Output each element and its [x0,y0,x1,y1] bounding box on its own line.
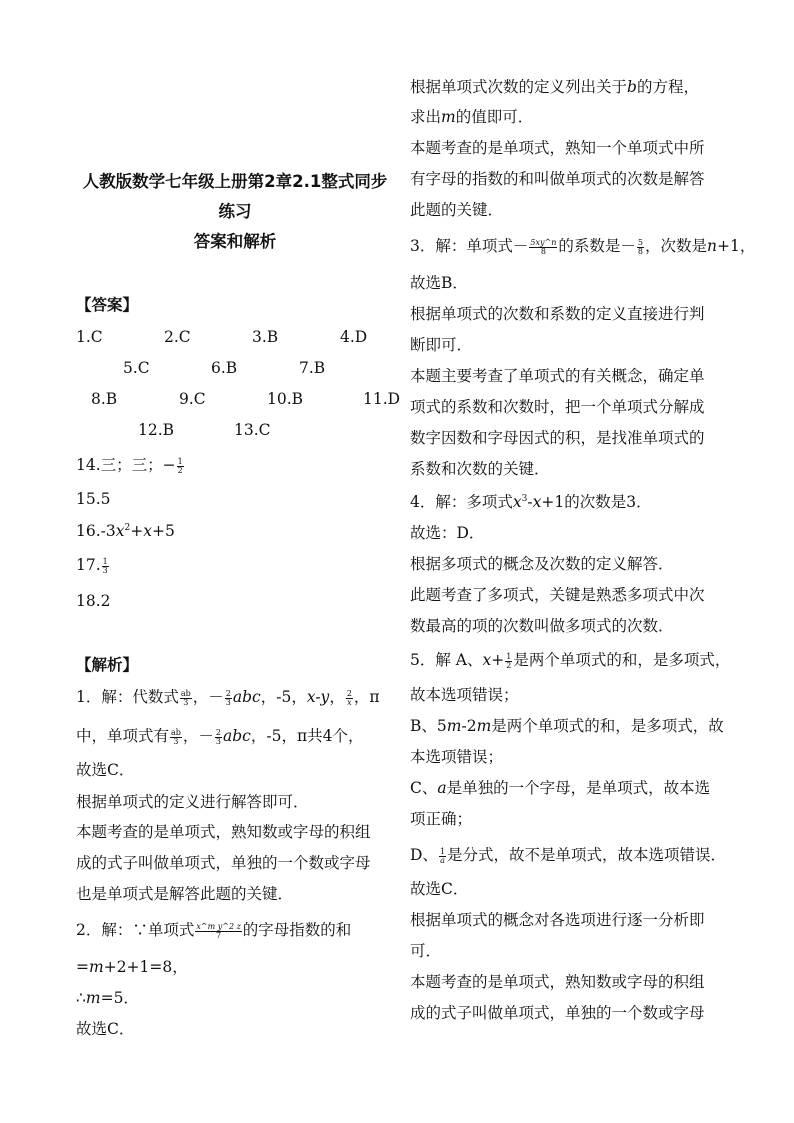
solution-1-line-3: 故选C． [76,761,135,779]
answer-7: 7.B [299,359,326,377]
solution-5-line-4: 本选项错误； [410,748,504,766]
solution-3-line-2: 故选B． [410,274,468,292]
solution-4-line-1: 4．解：多项式$x^3-x+1$的次数是3． [410,493,652,511]
solution-5-line-10: 可． [410,942,442,960]
fraction: $\frac{1}{2}$ [177,456,183,475]
answer-15: 15.5 [76,490,111,508]
answer-12: 12.B [138,421,175,439]
solution-2-line-3: ∴m=5． [76,989,139,1007]
solution-2-line-1: 2．解：∵单项式 $\frac{\text{x\textasciicircum{}m y\textasciicircum{}2 z}}{7}$ 的字母指数的和 [76,921,352,940]
solution-5-line-7: D、 $\frac{1}{a}$ 是分式，故不是单项式，故本选项错误． [410,846,727,865]
answer-3: 3.B [252,328,279,346]
solution-2-note-4: 有字母的指数的和叫做单项式的次数是解答 [410,170,705,188]
solution-5-line-8: 故选C． [410,880,469,898]
solution-5-line-1: 5．解 A、x+ $\frac{1}{2}$ 是两个单项式的和，是多项式， [410,651,731,670]
answer-16: $16.-3x^2+x+5$ [76,522,175,540]
answer-18: 18.2 [76,592,111,610]
solution-3-line-6: 项式的系数和次数时，把一个单项式分解成 [410,398,705,416]
solution-5-line-5: C、a是单独的一个字母，是单项式，故本选 [410,779,711,797]
solution-2-line-2: =m+2+1=8， [76,958,188,976]
solution-4-line-3: 根据多项式的概念及次数的定义解答． [410,555,674,573]
solution-5-line-3: B、5m-2m是两个单项式的和，是多项式，故 [410,717,724,735]
solution-1-line-4: 根据单项式的定义进行解答即可． [76,793,309,811]
answer-8: 8.B [91,390,118,408]
doc-title-line2: 练习 [218,202,252,221]
answer-4: 4.D [340,328,368,346]
answer-10: 10.B [267,390,304,408]
answer-11: 11.D [363,390,401,408]
solution-3-line-1: 3．解：单项式－ $\frac{5xy\^{}n}{8}$ 的系数是－ $\frac{5}{8}$ ，次数是n+1， [410,237,756,256]
answer-9: 9.C [179,390,206,408]
solution-2-note-1: 根据单项式次数的定义列出关于b的方程， [410,78,699,96]
answer-14: 14.三；三；− $\frac{1}{2}$ [76,456,183,475]
solution-1-line-1: 1．解：代数式 $\frac{ab}{3}$ ，－ $\frac{2}{3}$ abc，-5，x-y， $\frac{2}{x}$ ，π [76,688,380,707]
solution-1-line-2: 中，单项式有 $\frac{ab}{3}$ ，－ $\frac{2}{3}$ abc，-5，π共4个， [76,727,364,746]
solution-5-line-11: 本题考查的是单项式，熟知数或字母的积组 [410,973,705,991]
fraction: $\frac{1}{3}$ [102,556,108,575]
solution-5-line-6: 项正确； [410,810,473,828]
solution-1-line-6: 成的式子叫做单项式，单独的一个数或字母 [76,854,371,872]
solution-1-line-5: 本题考查的是单项式，熟知数或字母的积组 [76,823,371,841]
solution-2-note-2: 求出m的值即可． [410,108,534,126]
doc-title-line1: 人教版数学七年级上册第2章2.1整式同步 [82,172,388,191]
answer-2: 2.C [164,328,191,346]
answer-5: 5.C [123,359,150,377]
solution-3-line-7: 数字因数和字母因式的积，是找准单项式的 [410,429,705,447]
solution-5-line-12: 成的式子叫做单项式，单独的一个数或字母 [410,1004,705,1022]
solution-2-line-4: 故选C． [76,1020,135,1038]
solution-5-line-9: 根据单项式的概念对各选项进行逐一分析即 [410,911,705,929]
solution-5-line-2: 故本选项错误； [410,686,519,704]
answer-1: 1.C [76,328,103,346]
solution-3-line-4: 断即可． [410,336,473,354]
answer-6: 6.B [211,359,238,377]
solution-4-line-4: 此题考查了多项式，关键是熟悉多项式中次 [410,586,705,604]
solution-3-line-3: 根据单项式的次数和系数的定义直接进行判 [410,305,705,323]
doc-title-line3: 答案和解析 [193,232,277,251]
solution-1-line-7: 也是单项式是解答此题的关键． [76,885,294,903]
solution-4-line-2: 故选：D． [410,524,485,542]
solution-2-note-3: 本题考查的是单项式，熟知一个单项式中所 [410,139,705,157]
analysis-header: 【解析】 [76,656,139,674]
answer-17: 17. $\frac{1}{3}$ [76,556,108,575]
answer-13: 13.C [234,421,271,439]
solution-4-line-5: 数最高的项的次数叫做多项式的次数． [410,617,674,635]
solution-3-line-8: 系数和次数的关键． [410,460,550,478]
answers-header: 【答案】 [76,296,139,314]
solution-2-note-5: 此题的关键． [410,201,504,219]
solution-3-line-5: 本题主要考查了单项式的有关概念，确定单 [410,367,705,385]
